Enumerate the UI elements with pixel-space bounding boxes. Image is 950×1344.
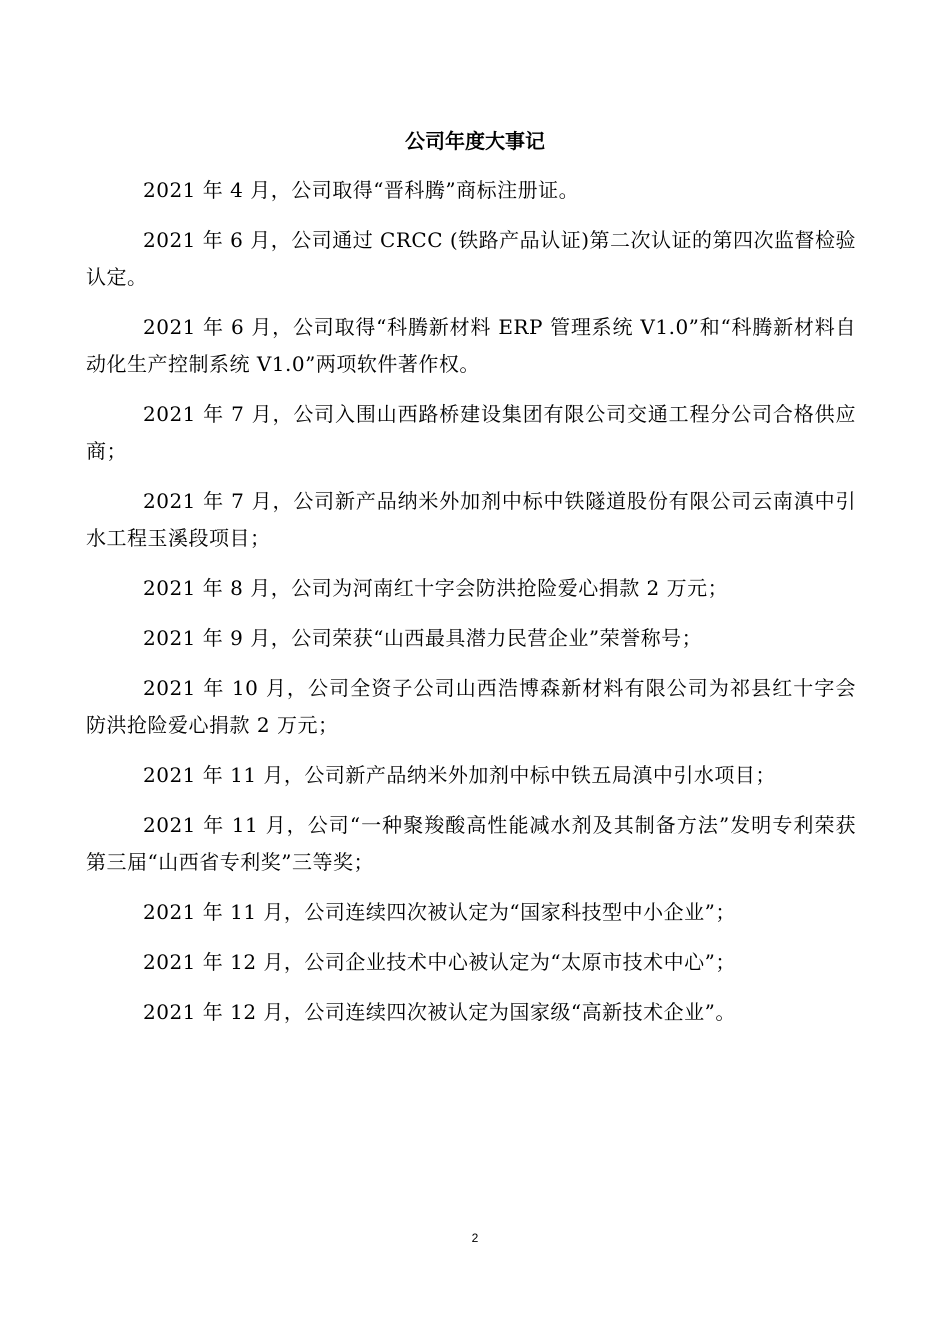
event-item: 2021 年 11 月，公司连续四次被认定为“国家科技型中小企业”； bbox=[143, 900, 736, 924]
event-item: 2021 年 4 月，公司取得“晋科腾”商标注册证。 bbox=[143, 178, 580, 202]
event-item: 2021 年 6 月，公司通过 CRCC (铁路产品认证)第二次认证的第四次监督检验认定。 bbox=[86, 228, 856, 289]
event-item: 2021 年 11 月，公司“一种聚羧酸高性能减水剂及其制备方法”发明专利荣获第三届“山西省专利奖”三等奖； bbox=[86, 813, 856, 874]
page-title: 公司年度大事记 bbox=[405, 129, 545, 153]
event-item: 2021 年 10 月，公司全资子公司山西浩博森新材料有限公司为祁县红十字会防洪抢险爱心捐款 2 万元； bbox=[86, 676, 856, 737]
event-item: 2021 年 7 月，公司入围山西路桥建设集团有限公司交通工程分公司合格供应商； bbox=[86, 402, 856, 463]
event-item: 2021 年 8 月，公司为河南红十字会防洪抢险爱心捐款 2 万元； bbox=[143, 576, 729, 600]
page-number: 2 bbox=[471, 1231, 479, 1245]
event-item: 2021 年 7 月，公司新产品纳米外加剂中标中铁隧道股份有限公司云南滇中引水工程玉溪段项目； bbox=[86, 489, 856, 550]
event-list bbox=[86, 172, 856, 1044]
event-item: 2021 年 9 月，公司荣获“山西最具潜力民营企业”荣誉称号； bbox=[143, 626, 703, 650]
event-item: 2021 年 6 月，公司取得“科腾新材料 ERP 管理系统 V1.0”和“科腾新材料自动化生产控制系统 V1.0”两项软件著作权。 bbox=[86, 315, 856, 376]
event-item: 2021 年 11 月，公司新产品纳米外加剂中标中铁五局滇中引水项目； bbox=[143, 763, 776, 787]
event-item: 2021 年 12 月，公司企业技术中心被认定为“太原市技术中心”； bbox=[143, 950, 736, 974]
event-item: 2021 年 12 月，公司连续四次被认定为国家级“高新技术企业”。 bbox=[143, 1000, 736, 1024]
